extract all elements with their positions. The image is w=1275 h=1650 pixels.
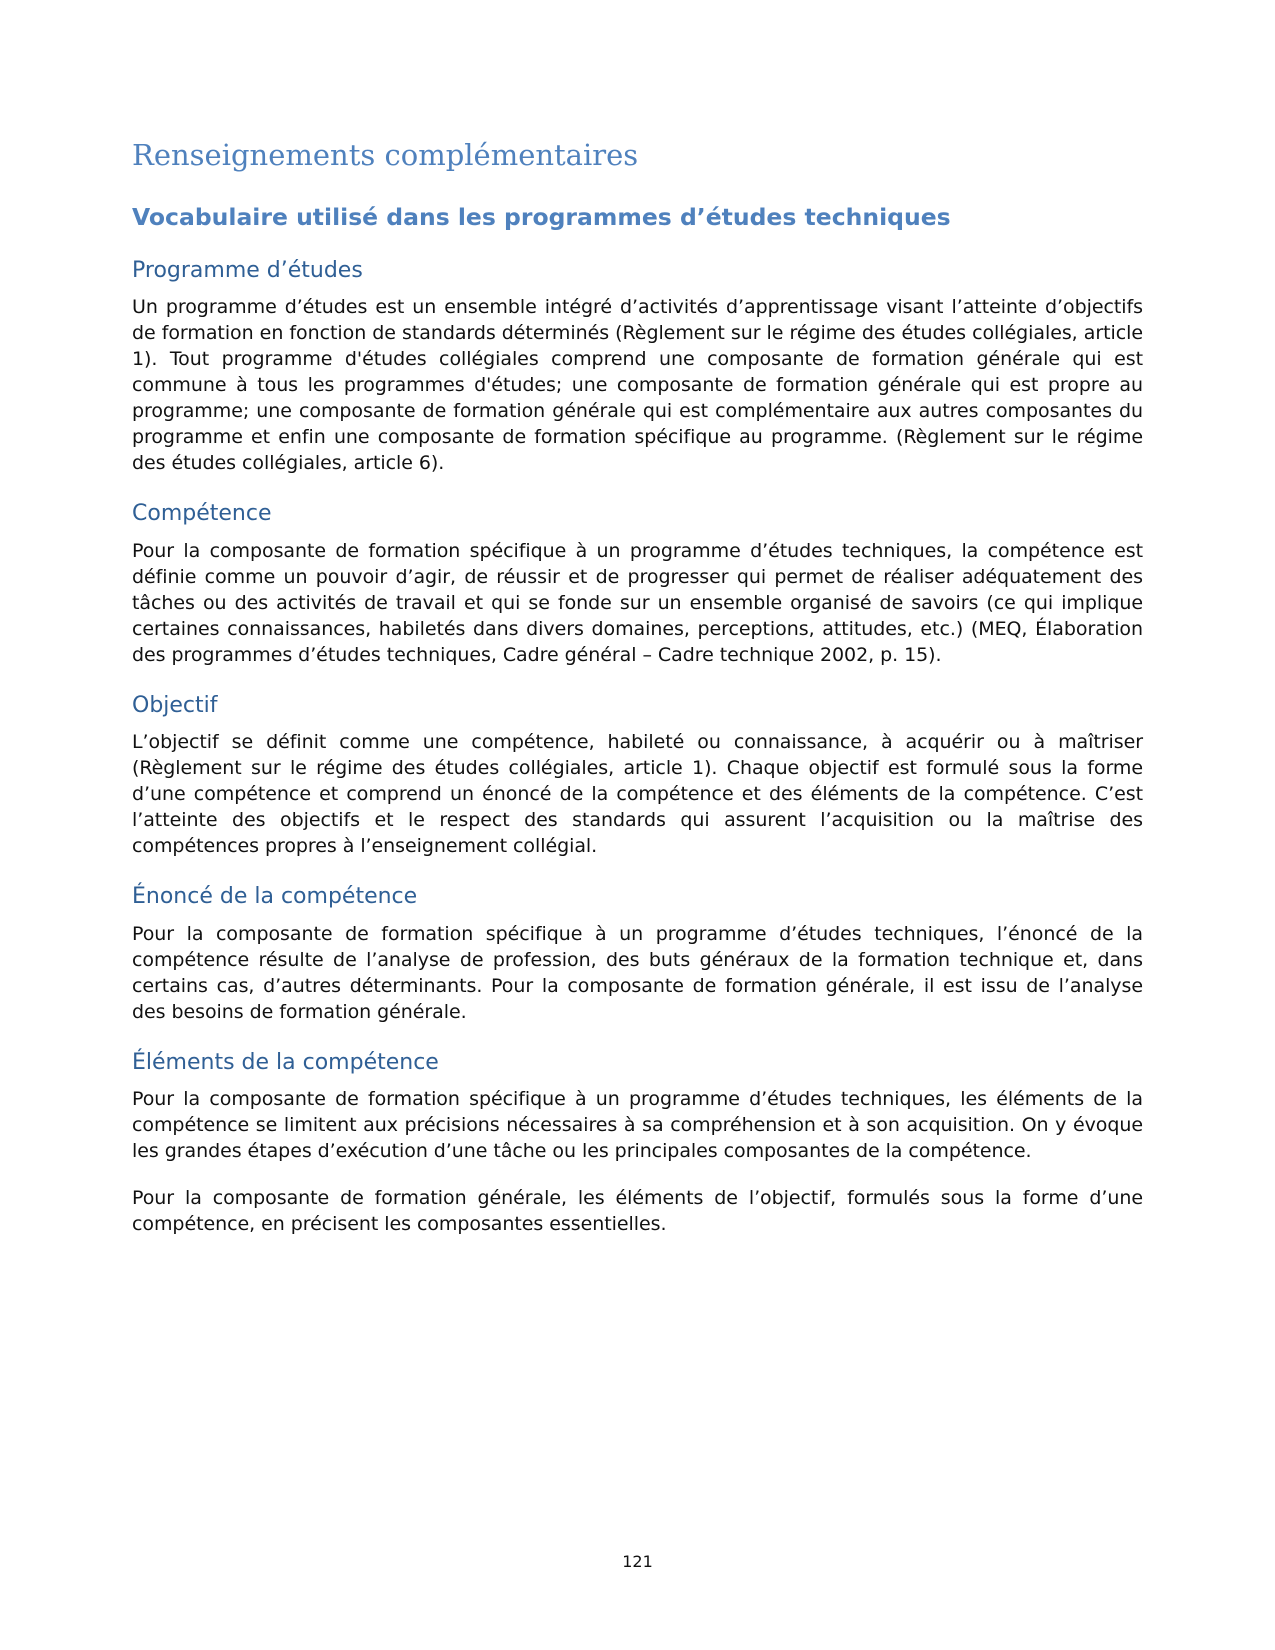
- page-number: 121: [622, 1552, 653, 1571]
- section-heading: Compétence: [132, 501, 272, 527]
- document-subtitle: Vocabulaire utilisé dans les programmes d’études techniques: [132, 202, 951, 231]
- section-heading: Programme d’études: [132, 257, 363, 283]
- section-programme-etudes: [132, 258, 1143, 476]
- section-paragraph: L’objectif se définit comme une compétence, habileté ou connaissance, à acquérir ou à maîtriser (Règlement sur le régime des études collégiales, article 1). Chaque objectif est formulé sous la forme d’une compétence et comprend un énoncé de la compétence et des éléments de la compétence. C’est l’atteinte des objectifs et le respect des standards qui assurent l’acquisition ou la maîtrise des compétences propres à l’enseignement collégial.: [132, 731, 1143, 858]
- document-page: [132, 138, 1143, 1262]
- section-heading: Éléments de la compétence: [132, 1049, 439, 1075]
- section-competence: [132, 501, 1143, 667]
- document-title: Renseignements complémentaires: [132, 138, 639, 172]
- section-paragraph: Pour la composante de formation spécifique à un programme d’études techniques, les éléments de la compétence se limitent aux précisions nécessaires à sa compréhension et à son acquisition. On y évoque les grandes étapes d’exécution d’une tâche ou les principales composantes de la compétence.: [132, 1087, 1143, 1162]
- section-paragraph: Pour la composante de formation générale, les éléments de l’objectif, formulés sous la forme d’une compétence, en précisent les composantes essentielles.: [132, 1186, 1143, 1235]
- section-elements-competence: [132, 1050, 1143, 1237]
- section-heading: Objectif: [132, 692, 218, 718]
- section-enonce-competence: [132, 884, 1143, 1024]
- section-heading: Énoncé de la compétence: [132, 884, 418, 910]
- section-objectif: [132, 693, 1143, 859]
- section-paragraph: Pour la composante de formation spécifique à un programme d’études techniques, l’énoncé de la compétence résulte de l’analyse de profession, des buts généraux de la formation technique et, dans certains cas, d’autres déterminants. Pour la composante de formation générale, il est issu de l’analyse des besoins de formation générale.: [132, 922, 1143, 1023]
- section-paragraph: Pour la composante de formation spécifique à un programme d’études techniques, la compétence est définie comme un pouvoir d’agir, de réussir et de progresser qui permet de réaliser adéquatement des tâches ou des activités de travail et qui se fonde sur un ensemble organisé de savoirs (ce qui implique certaines connaissances, habiletés dans divers domaines, perceptions, attitudes, etc.) (MEQ, Élaboration des programmes d’études techniques, Cadre général – Cadre technique 2002, p. 15).: [132, 539, 1143, 666]
- section-paragraph: Un programme d’études est un ensemble intégré d’activités d’apprentissage visant l’atteinte d’objectifs de formation en fonction de standards déterminés (Règlement sur le régime des études collégiales, article 1). Tout programme d'études collégiales comprend une composante de formation générale qui est commune à tous les programmes d'études; une composante de formation générale qui est propre au programme; une composante de formation générale qui est complémentaire aux autres composantes du programme et enfin une composante de formation spécifique au programme. (Règlement sur le régime des études collégiales, article 6).: [132, 296, 1143, 475]
